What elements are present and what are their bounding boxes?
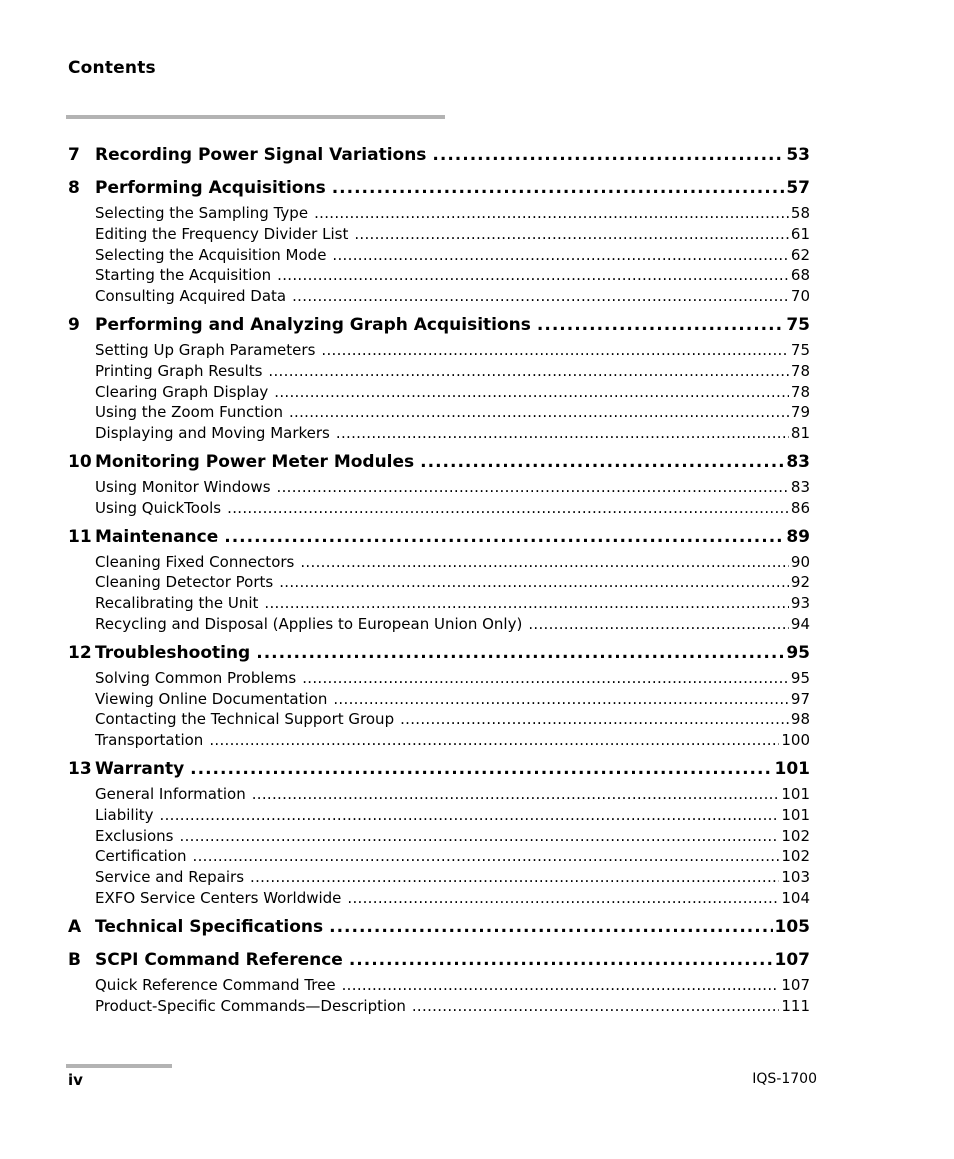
toc-section-entry[interactable]: [68, 690, 810, 711]
section-title: Consulting Acquired Data: [95, 287, 287, 306]
dot-leader: [329, 917, 772, 937]
section-title: Recycling and Disposal (Applies to European Union Only): [95, 614, 523, 633]
chapter-page: 75: [786, 314, 810, 335]
dot-leader: [209, 731, 779, 749]
chapter-page: 101: [774, 758, 810, 779]
toc-section-entry[interactable]: [68, 827, 810, 848]
section-title: Transportation: [95, 731, 204, 750]
dot-leader: [400, 710, 789, 728]
section-page: 75: [790, 340, 810, 359]
dot-leader: [321, 341, 789, 359]
dot-leader: [227, 499, 789, 517]
section-title: Using QuickTools: [95, 498, 222, 517]
section-title: Viewing Online Documentation: [95, 689, 328, 708]
section-page: 81: [790, 424, 810, 443]
toc-section-entry[interactable]: [68, 266, 810, 287]
section-title: Using Monitor Windows: [95, 477, 271, 496]
toc-chapter-entry[interactable]: [68, 315, 810, 341]
chapter-page: 95: [786, 642, 810, 663]
dot-leader: [528, 615, 789, 633]
dot-leader: [274, 383, 789, 401]
chapter-page: 107: [774, 949, 810, 970]
dot-leader: [277, 478, 789, 496]
section-page: 101: [781, 805, 810, 824]
chapter-title: SCPI Command Reference: [95, 949, 343, 970]
section-page: 100: [781, 731, 810, 750]
section-title: Solving Common Problems: [95, 668, 297, 687]
section-title: Using the Zoom Function: [95, 403, 283, 422]
chapter-title: Troubleshooting: [95, 642, 251, 663]
dot-leader: [432, 145, 784, 165]
product-name: IQS-1700: [752, 1071, 817, 1087]
toc-section-entry[interactable]: [68, 287, 810, 308]
section-title: Certification: [95, 847, 187, 866]
toc-section-entry[interactable]: [68, 478, 810, 499]
section-page: 97: [790, 689, 810, 708]
toc-section-entry[interactable]: [68, 403, 810, 424]
section-page: 107: [781, 975, 810, 994]
section-page: 78: [790, 382, 810, 401]
section-page: 111: [781, 996, 810, 1015]
section-page: 103: [781, 868, 810, 887]
section-page: 102: [781, 826, 810, 845]
section-page: 70: [790, 287, 810, 306]
dot-leader: [347, 889, 779, 907]
chapter-number: 13: [68, 758, 92, 779]
section-page: 78: [790, 361, 810, 380]
section-page: 92: [790, 573, 810, 592]
chapter-page: 83: [786, 451, 810, 472]
dot-leader: [537, 315, 784, 335]
chapter-title: Recording Power Signal Variations: [95, 145, 427, 165]
section-page: 86: [790, 498, 810, 517]
dot-leader: [336, 424, 789, 442]
dot-leader: [300, 553, 789, 571]
toc-section-entry[interactable]: [68, 710, 810, 731]
section-title: Starting the Acquisition: [95, 266, 272, 285]
section-title: Cleaning Fixed Connectors: [95, 552, 295, 571]
dot-leader: [180, 827, 780, 845]
section-title: Cleaning Detector Ports: [95, 573, 274, 592]
toc-section-entry[interactable]: [68, 499, 810, 520]
page-title: Contents: [68, 58, 156, 78]
chapter-title: Performing Acquisitions: [95, 178, 326, 198]
chapter-number: 11: [68, 526, 92, 547]
dot-leader: [224, 527, 784, 547]
toc-section-entry[interactable]: [68, 553, 810, 574]
dot-leader: [332, 246, 788, 264]
toc-section-entry[interactable]: [68, 889, 810, 910]
toc-chapter-entry[interactable]: [68, 145, 810, 171]
toc-chapter-entry[interactable]: [68, 643, 810, 669]
chapter-page: 57: [786, 178, 810, 198]
section-page: 58: [790, 204, 810, 222]
footer-rule: [66, 1064, 172, 1068]
section-page: 83: [790, 477, 810, 496]
section-title: Product-Specific Commands—Description: [95, 996, 406, 1015]
dot-leader: [332, 178, 785, 198]
page-number: iv: [68, 1071, 83, 1089]
toc-section-entry[interactable]: [68, 806, 810, 827]
header-rule: [66, 115, 445, 119]
toc-section-entry[interactable]: [68, 997, 810, 1018]
section-page: 61: [790, 224, 810, 243]
toc-section-entry[interactable]: [68, 225, 810, 246]
chapter-page: 53: [786, 145, 810, 165]
dot-leader: [412, 997, 780, 1015]
chapter-number: 10: [68, 451, 92, 472]
section-page: 102: [781, 847, 810, 866]
dot-leader: [250, 868, 779, 886]
toc-section-entry[interactable]: [68, 204, 810, 225]
toc-section-entry[interactable]: [68, 785, 810, 806]
toc-section-entry[interactable]: [68, 976, 810, 997]
toc-section-entry[interactable]: [68, 594, 810, 615]
dot-leader: [277, 266, 789, 284]
dot-leader: [160, 806, 780, 824]
chapter-number: 9: [68, 314, 80, 335]
dot-leader: [279, 573, 789, 591]
chapter-title: Technical Specifications: [95, 916, 324, 937]
toc-section-entry[interactable]: [68, 868, 810, 889]
section-page: 62: [790, 245, 810, 264]
chapter-title: Warranty: [95, 758, 185, 779]
toc-section-entry[interactable]: [68, 424, 810, 445]
chapter-title: Monitoring Power Meter Modules: [95, 451, 415, 472]
section-title: Selecting the Acquisition Mode: [95, 245, 327, 264]
toc-section-entry[interactable]: [68, 573, 810, 594]
toc-chapter-entry[interactable]: [68, 759, 810, 785]
section-page: 68: [790, 266, 810, 285]
toc-section-entry[interactable]: [68, 383, 810, 404]
toc-chapter-entry[interactable]: [68, 917, 810, 943]
toc-section-entry[interactable]: [68, 615, 810, 636]
section-title: Editing the Frequency Divider List: [95, 224, 349, 243]
section-title: Liability: [95, 805, 154, 824]
section-page: 94: [790, 614, 810, 633]
dot-leader: [190, 759, 772, 779]
chapter-title: Performing and Analyzing Graph Acquisitions: [95, 314, 531, 335]
section-title: Contacting the Technical Support Group: [95, 710, 395, 729]
toc-chapter-entry[interactable]: [68, 527, 810, 553]
chapter-number: 8: [68, 178, 80, 198]
section-title: Clearing Graph Display: [95, 382, 269, 401]
section-page: 104: [781, 888, 810, 907]
section-title: Setting Up Graph Parameters: [95, 340, 316, 359]
section-page: 90: [790, 552, 810, 571]
section-title: Printing Graph Results: [95, 361, 263, 380]
dot-leader: [302, 669, 789, 687]
toc-section-entry[interactable]: [68, 341, 810, 362]
dot-leader: [314, 204, 789, 222]
toc-chapter-entry[interactable]: [68, 452, 810, 478]
chapter-number: 12: [68, 642, 92, 663]
toc-section-entry[interactable]: [68, 362, 810, 383]
chapter-number: B: [68, 949, 81, 970]
dot-leader: [268, 362, 788, 380]
section-page: 95: [790, 668, 810, 687]
section-title: Recalibrating the Unit: [95, 594, 259, 613]
toc-section-entry[interactable]: [68, 669, 810, 690]
chapter-page: 89: [786, 526, 810, 547]
dot-leader: [264, 594, 789, 612]
dot-leader: [342, 976, 780, 994]
toc-chapter-entry[interactable]: [68, 950, 810, 976]
section-page: 79: [790, 403, 810, 422]
dot-leader: [193, 847, 780, 865]
chapter-number: A: [68, 916, 82, 937]
section-title: Quick Reference Command Tree: [95, 975, 336, 994]
section-title: Selecting the Sampling Type: [95, 204, 309, 222]
section-page: 98: [790, 710, 810, 729]
section-page: 101: [781, 784, 810, 803]
section-title: Displaying and Moving Markers: [95, 424, 330, 443]
section-title: General Information: [95, 784, 246, 803]
chapter-page: 105: [774, 916, 810, 937]
dot-leader: [289, 403, 789, 421]
table-of-contents: [68, 145, 810, 1017]
dot-leader: [349, 950, 773, 970]
section-title: Service and Repairs: [95, 868, 245, 887]
dot-leader: [252, 785, 780, 803]
toc-section-entry[interactable]: [68, 246, 810, 267]
dot-leader: [420, 452, 784, 472]
dot-leader: [354, 225, 789, 243]
section-title: Exclusions: [95, 826, 174, 845]
section-title: EXFO Service Centers Worldwide: [95, 888, 342, 907]
toc-section-entry[interactable]: [68, 847, 810, 868]
section-page: 93: [790, 594, 810, 613]
toc-section-entry[interactable]: [68, 731, 810, 752]
toc-chapter-entry[interactable]: [68, 178, 810, 204]
dot-leader: [333, 690, 789, 708]
dot-leader: [256, 643, 784, 663]
chapter-number: 7: [68, 145, 80, 165]
dot-leader: [292, 287, 789, 305]
chapter-title: Maintenance: [95, 526, 219, 547]
